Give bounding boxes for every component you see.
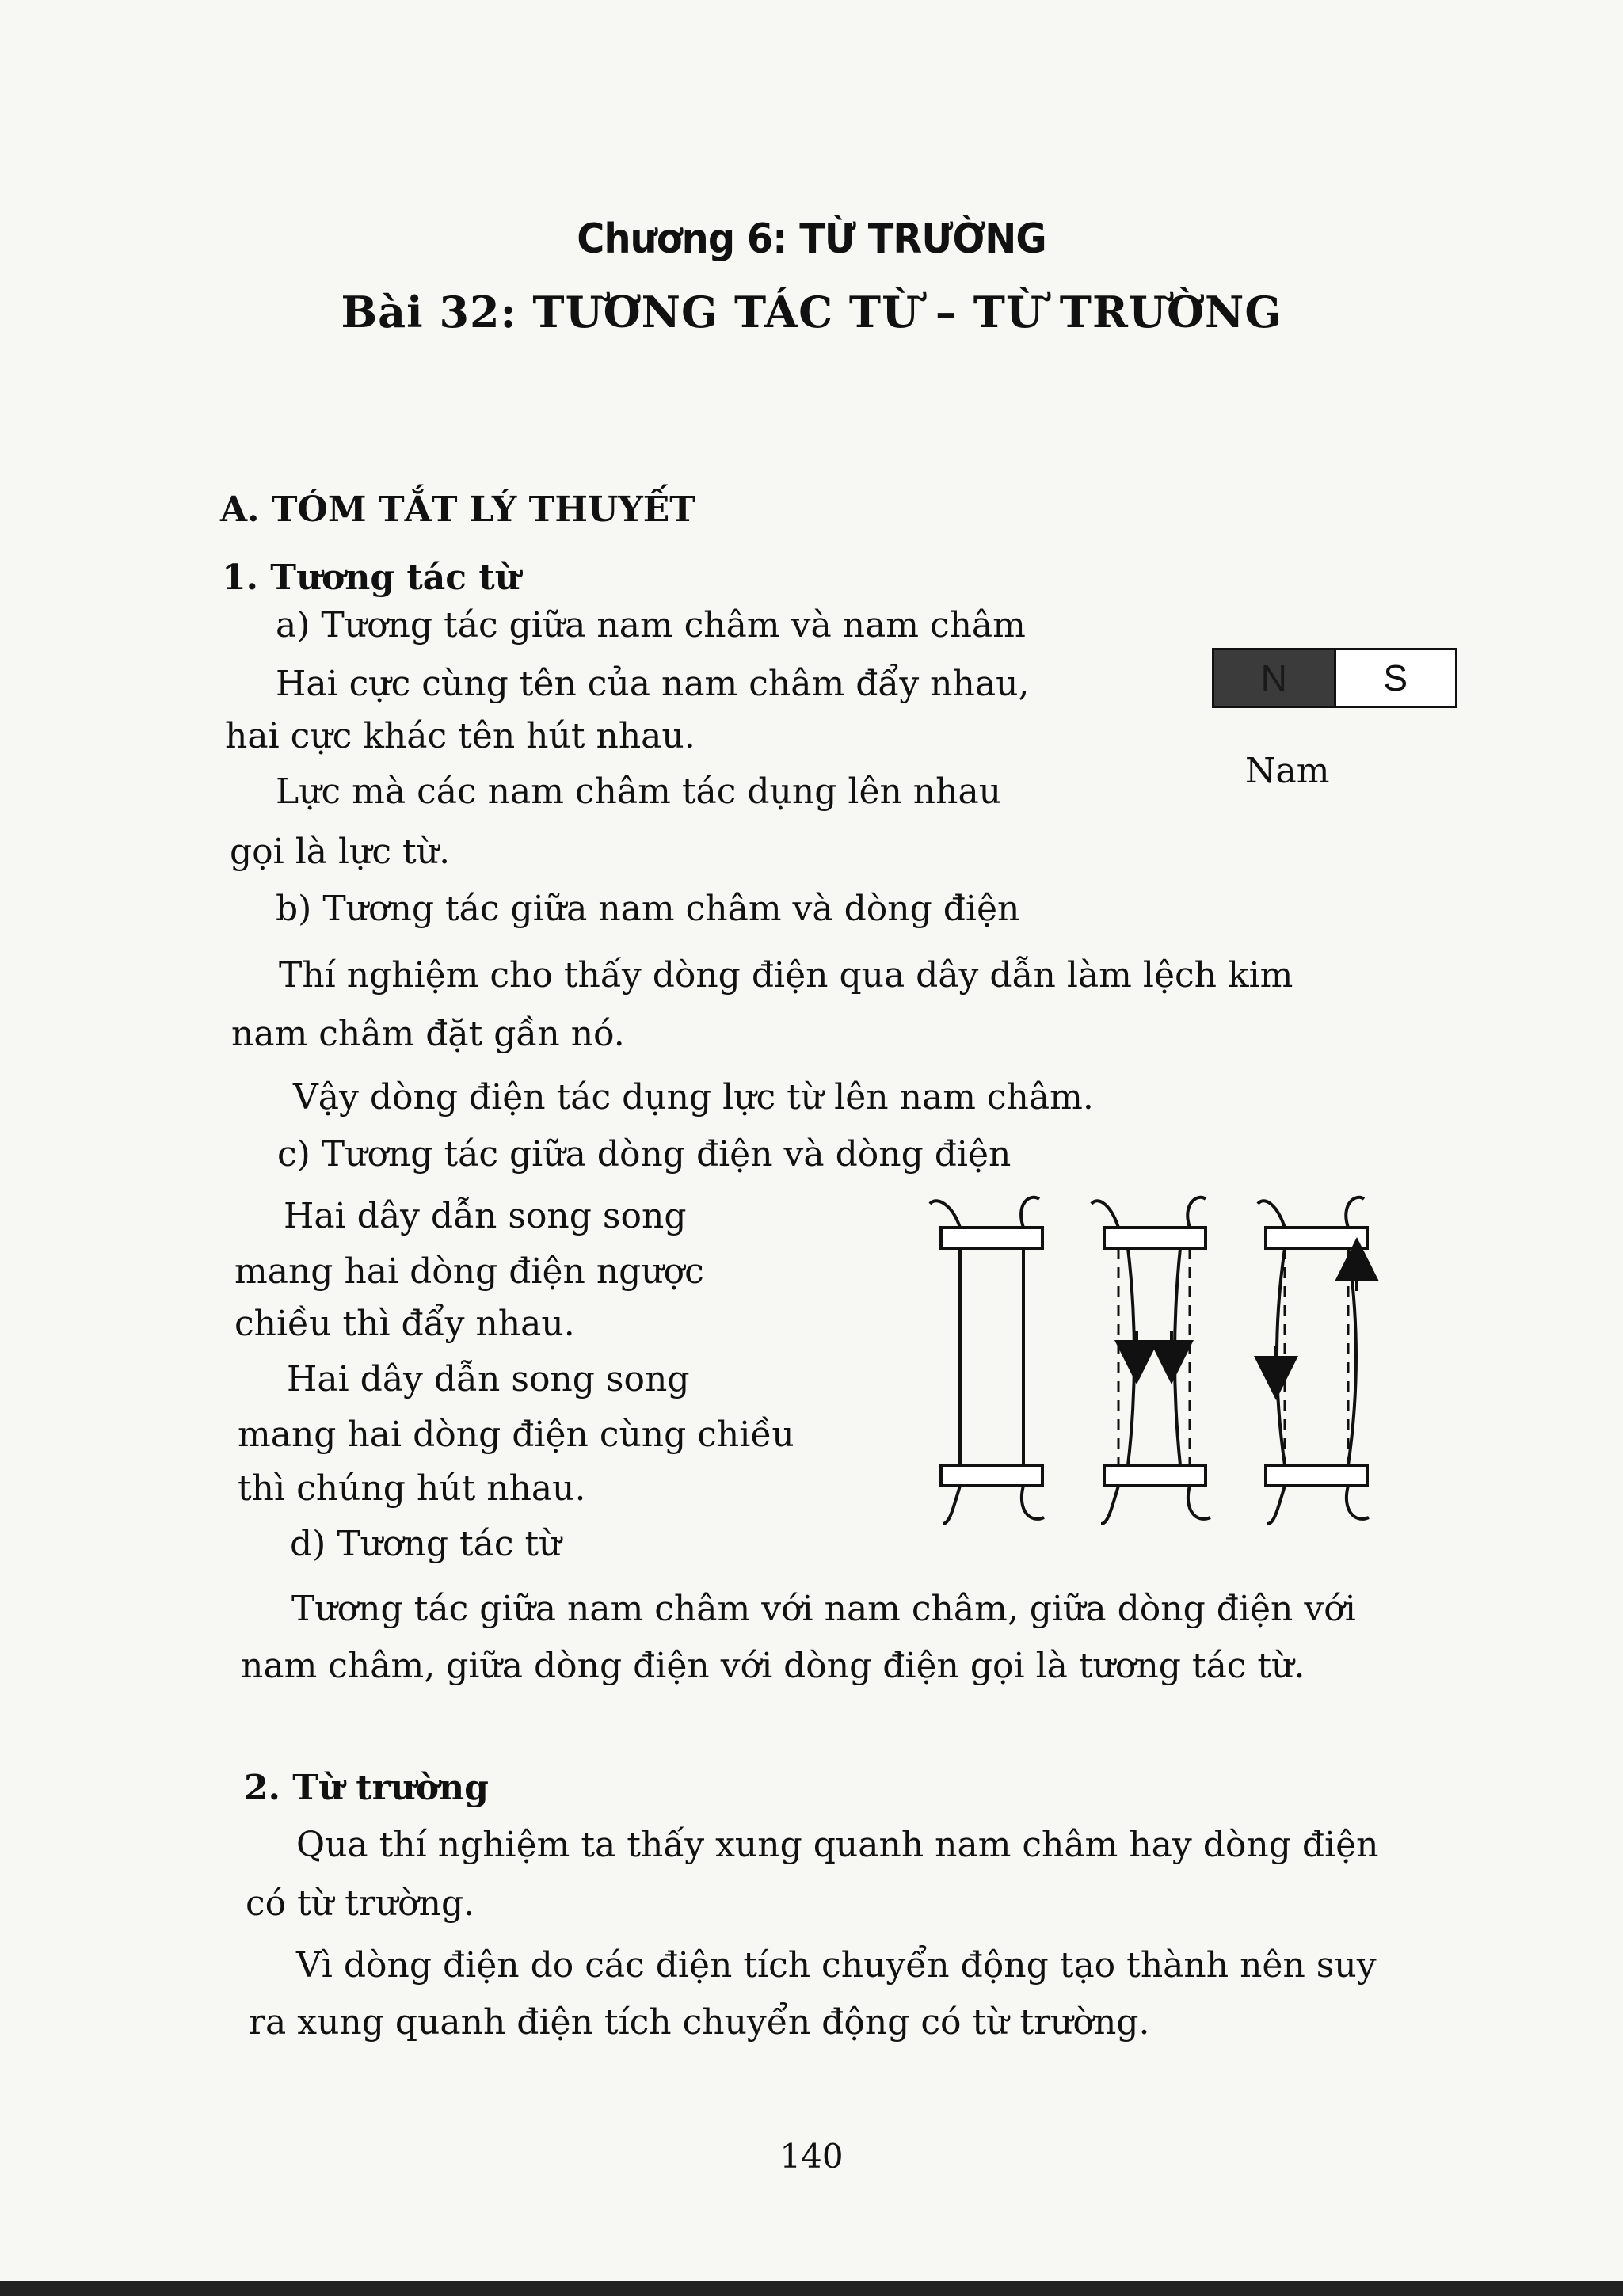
text-line: Vì dòng điện do các điện tích chuyển động tạo thành nên suy <box>296 1945 1377 1986</box>
text-line: mang hai dòng điện cùng chiều <box>238 1415 794 1455</box>
text-line: có từ trường. <box>246 1883 475 1924</box>
section-a-heading: A. TÓM TẮT LÝ THUYẾT <box>220 489 696 530</box>
text-line: gọi là lực từ. <box>230 832 451 872</box>
text-line: Hai dây dẫn song song <box>284 1196 687 1236</box>
magnet-north-pole: N <box>1214 650 1334 706</box>
sub1-a-title: a) Tương tác giữa nam châm và nam châm <box>276 605 1026 645</box>
text-line: Hai dây dẫn song song <box>287 1359 690 1399</box>
magnet-south-pole: S <box>1334 650 1456 706</box>
magnet-caption: Nam <box>1245 751 1330 791</box>
sub1-b-title: b) Tương tác giữa nam châm và dòng điện <box>276 889 1020 929</box>
text-line: hai cực khác tên hút nhau. <box>225 716 695 756</box>
wire-setup-neutral <box>930 1197 1044 1524</box>
text-line: Tương tác giữa nam châm với nam châm, giữa dòng điện với <box>291 1589 1356 1629</box>
text-line: mang hai dòng điện ngược <box>234 1251 704 1292</box>
page-bottom-edge <box>0 2281 1623 2296</box>
text-line: Vậy dòng điện tác dụng lực từ lên nam châm. <box>293 1077 1094 1118</box>
bar-magnet <box>1212 648 1457 708</box>
text-line: thì chúng hút nhau. <box>238 1468 586 1509</box>
parallel-wires-figure <box>911 1172 1386 1536</box>
text-line: Qua thí nghiệm ta thấy xung quanh nam châm hay dòng điện <box>296 1825 1379 1865</box>
text-line: chiều thì đẩy nhau. <box>234 1304 575 1344</box>
page-number: 140 <box>779 2137 844 2176</box>
sub1-heading: 1. Tương tác từ <box>222 558 520 598</box>
wire-setup-repel <box>1092 1197 1210 1524</box>
text-line: nam châm đặt gần nó. <box>231 1014 625 1054</box>
lesson-title: Bài 32: TƯƠNG TÁC TỪ – TỪ TRƯỜNG <box>341 287 1282 337</box>
chapter-title: Chương 6: TỪ TRƯỜNG <box>577 215 1046 263</box>
sub2-heading: 2. Từ trường <box>244 1768 489 1808</box>
text-line: Thí nghiệm cho thấy dòng điện qua dây dẫn làm lệch kim <box>279 955 1293 996</box>
sub1-c-title: c) Tương tác giữa dòng điện và dòng điện <box>277 1134 1012 1175</box>
text-line: Hai cực cùng tên của nam châm đẩy nhau, <box>276 664 1030 704</box>
wire-setup-attract <box>1258 1197 1369 1524</box>
sub1-d-title: d) Tương tác từ <box>290 1524 562 1564</box>
text-line: nam châm, giữa dòng điện với dòng điện gọi là tương tác từ. <box>241 1646 1305 1686</box>
text-line: Lực mà các nam châm tác dụng lên nhau <box>276 771 1002 812</box>
text-line: ra xung quanh điện tích chuyển động có từ trường. <box>249 2002 1150 2043</box>
